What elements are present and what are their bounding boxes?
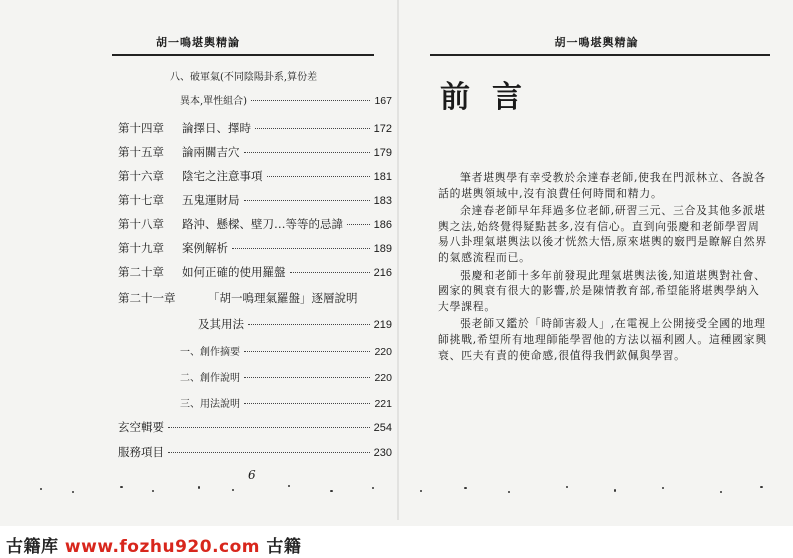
toc-subentry-1 (180, 343, 392, 358)
toc-chapter-17 (118, 192, 392, 208)
toc-page-number: 219 (373, 319, 392, 331)
toc-chapter-number: 第十七章 (118, 193, 164, 207)
toc-entry-label: 玄空輯要 (118, 420, 164, 434)
toc-page-number: 254 (373, 422, 392, 434)
toc-entry-label: 及其用法 (198, 317, 244, 331)
toc-subentry-2 (180, 369, 392, 384)
toc-chapter-number: 第十八章 (118, 217, 164, 231)
toc-chapter-title: 如何正確的使用羅盤 (182, 265, 286, 279)
toc-chapter-16 (118, 168, 392, 184)
toc-page-number: 183 (373, 195, 392, 207)
watermark-suffix: 古籍 (266, 537, 302, 557)
right-running-head: 胡一鳴堪輿精論 (554, 36, 639, 49)
toc-entry-label: 服務項目 (118, 445, 164, 459)
watermark-text (6, 532, 301, 557)
toc-chapter-21-cont (198, 316, 392, 332)
toc-chapter-21 (118, 290, 392, 306)
toc-chapter-title: 路沖、懸樑、壁刀…等等的忌諱 (182, 217, 343, 231)
toc-page-number: 167 (374, 95, 392, 107)
toc-entry-services (118, 444, 392, 460)
preface-paragraph: 張慶和老師十多年前發現此理氣堪輿法後,知道堪輿對社會、國家的興衰有很大的影響,於是陳情教育部,希望能將堪輿學納入大學課程。 (438, 268, 766, 313)
toc-chapter-title: 「胡一鳴理氣羅盤」逐層說明 (208, 291, 358, 305)
toc-chapter-title: 陰宅之注意事項 (182, 169, 263, 183)
toc-page-number: 220 (374, 372, 392, 384)
right-page (400, 0, 793, 520)
toc-entry-xuankong (118, 419, 392, 435)
toc-chapter-15 (118, 144, 392, 160)
toc-chapter-18 (118, 216, 392, 232)
toc-entry-label: 三、用法說明 (180, 399, 240, 410)
toc-entry-label: 一、創作摘要 (180, 347, 240, 358)
toc-entry-label: 異本,單性組合) (180, 96, 248, 107)
toc-page-number: 179 (373, 147, 392, 159)
toc-page-number: 230 (373, 447, 392, 459)
toc-chapter-title: 案例解析 (182, 241, 228, 255)
toc-entry-8 (170, 68, 317, 83)
toc-page-number: 181 (373, 171, 392, 183)
left-page (0, 0, 396, 520)
toc-subentry-3 (180, 395, 392, 410)
toc-entry-label: 八、破軍氣(不同陰陽卦系,算份差 (170, 72, 318, 83)
toc-chapter-19 (118, 240, 392, 256)
preface-paragraph: 余達春老師早年拜過多位老師,研習三元、三合及其他多派堪輿之法,始終覺得疑點甚多,沒有信心。直到向張慶和老師學習周易八卦理氣堪輿法以後才恍然大悟,原來堪輿的竅門是瞭解自然界的氣感流程而已。 (438, 204, 767, 264)
toc-page-number: 172 (373, 123, 392, 135)
left-running-head: 胡一鳴堪輿精論 (156, 36, 240, 49)
toc-chapter-number: 第二十一章 (118, 291, 176, 305)
toc-page-number: 189 (373, 243, 392, 255)
site-watermark (0, 526, 793, 558)
toc-chapter-14 (118, 120, 392, 136)
toc-chapter-20 (118, 264, 392, 280)
toc-page-number: 216 (373, 267, 392, 279)
preface-paragraph: 筆者堪輿學有幸受教於余達春老師,使我在門派林立、各說各話的堪輿領域中,沒有浪費任何時間和精力。 (438, 171, 766, 200)
toc-chapter-number: 第十五章 (118, 145, 164, 159)
toc-chapter-title: 論兩關吉穴 (182, 145, 240, 159)
toc-page-number: 220 (374, 346, 392, 358)
watermark-url: www.fozhu920.com (64, 537, 260, 557)
watermark-site-name: 古籍库 (6, 537, 59, 557)
preface-title: 前言 (440, 80, 544, 115)
preface-paragraph: 張老師又鑑於「時師害殺人」,在電視上公開接受全國的地理師挑戰,希望所有地理師能學習他的方法以福利國人。這種國家興衰、匹夫有責的使命感,很值得我們欽佩與學習。 (438, 317, 767, 362)
toc-page-number: 221 (374, 398, 392, 410)
book-spine (397, 0, 399, 520)
preface-body (438, 170, 768, 365)
toc-chapter-number: 第十六章 (118, 169, 164, 183)
right-header-rule (430, 54, 770, 56)
toc-chapter-title: 五鬼運財局 (182, 193, 240, 207)
toc-chapter-number: 第十四章 (118, 121, 164, 135)
toc-chapter-number: 第二十章 (118, 265, 164, 279)
toc-entry-label: 二、創作說明 (180, 373, 240, 384)
toc-page-number: 186 (373, 219, 392, 231)
toc-chapter-title: 論擇日、擇時 (182, 121, 251, 135)
left-page-number: 6 (248, 468, 256, 482)
toc-chapter-number: 第十九章 (118, 241, 164, 255)
table-of-contents (0, 0, 396, 520)
toc-entry-8-cont (180, 92, 392, 107)
